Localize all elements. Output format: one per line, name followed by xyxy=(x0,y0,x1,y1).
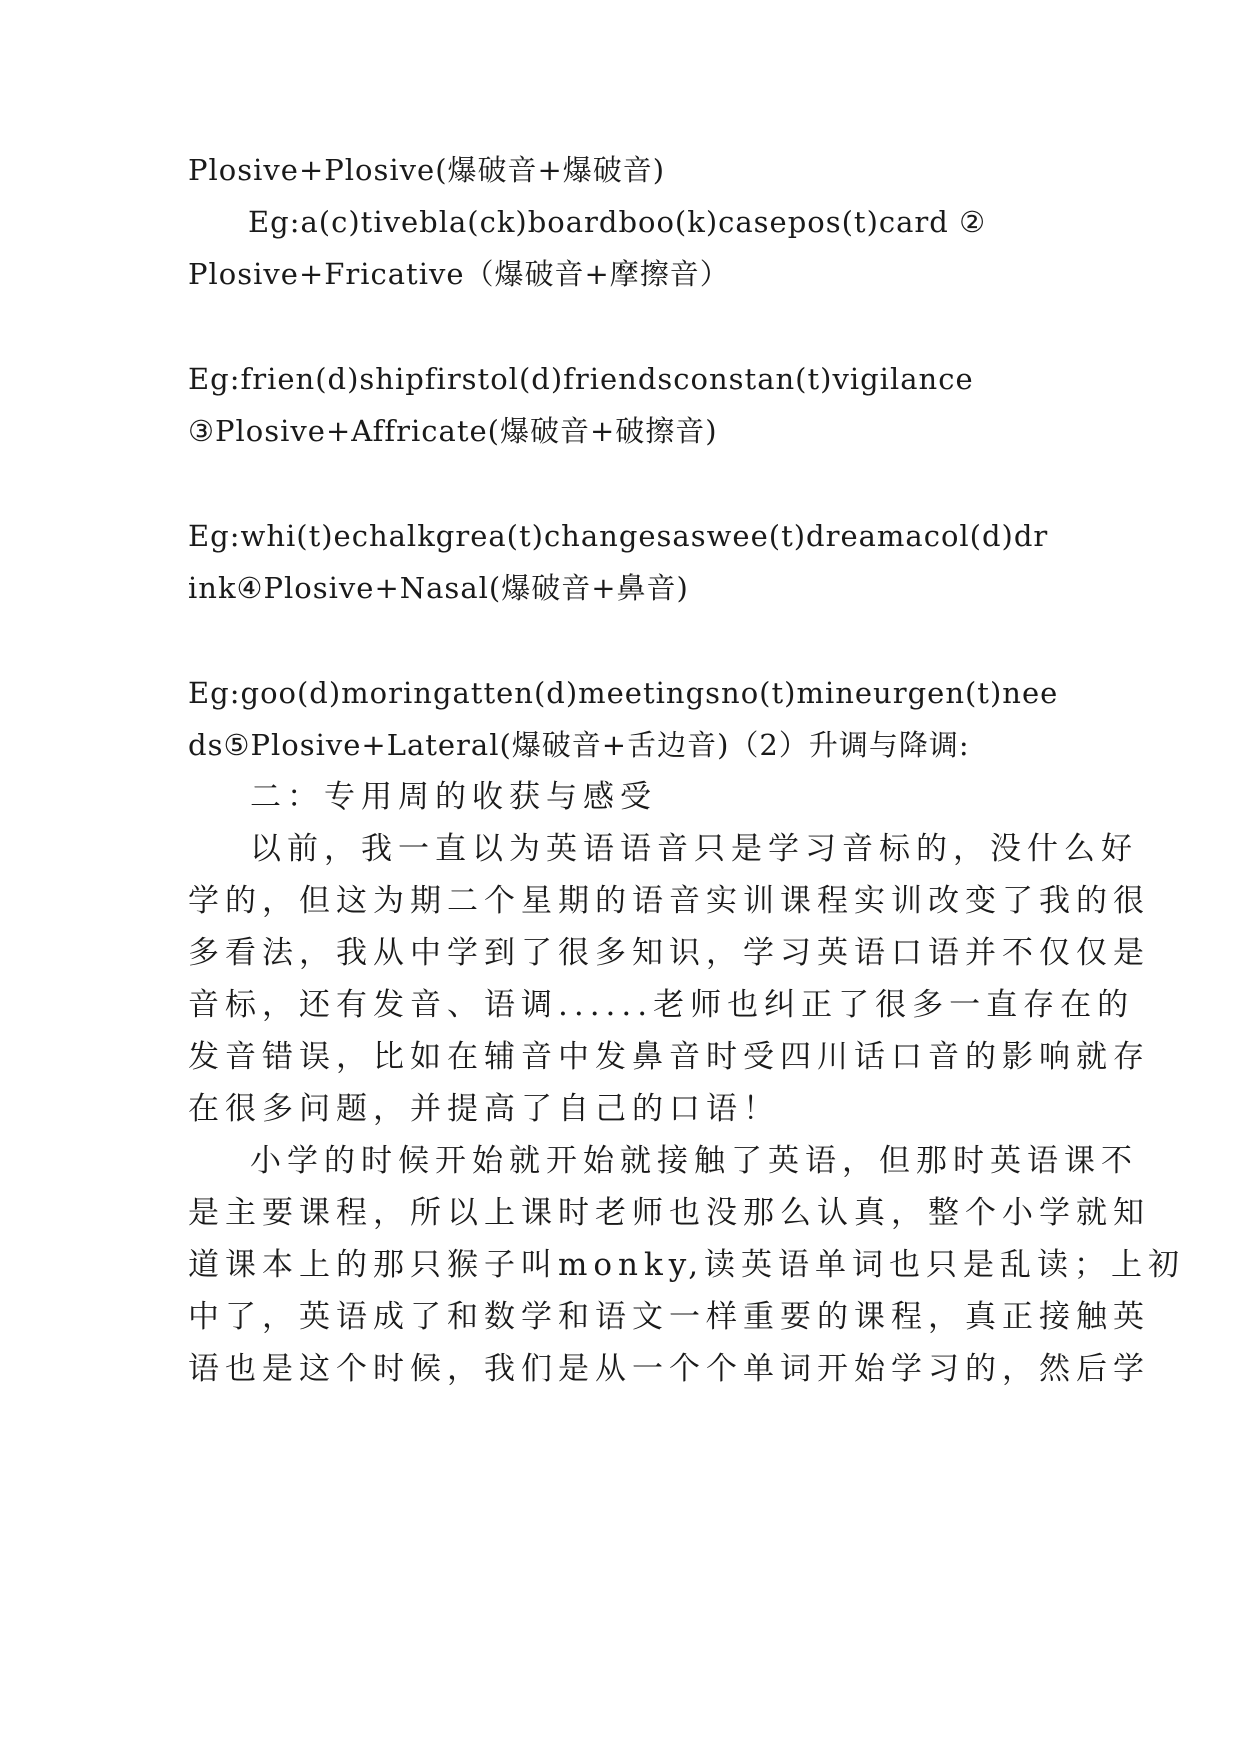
text-line-2: Eg:a(c)tivebla(ck)boardboo(k)casepos(t)card ② xyxy=(248,205,987,239)
text-line-5: ③Plosive+Affricate(爆破音+破擦音) xyxy=(188,414,718,448)
paragraph-1-line-3: 多看法，我从中学到了很多知识，学习英语口语并不仅仅是 xyxy=(188,935,1150,971)
text-line-9: ds⑤Plosive+Lateral(爆破音+舌边音)（2）升调与降调: xyxy=(188,728,970,762)
section-heading: 二：专用周的收获与感受 xyxy=(250,779,657,815)
paragraph-1-line-6: 在很多问题，并提高了自己的口语！ xyxy=(188,1091,780,1127)
text-line-7: ink④Plosive+Nasal(爆破音+鼻音) xyxy=(188,571,689,605)
text-line-3: Plosive+Fricative（爆破音+摩擦音） xyxy=(188,257,730,291)
paragraph-2-line-3: 道课本上的那只猴子叫monky,读英语单词也只是乱读；上初 xyxy=(188,1247,1186,1283)
paragraph-2-line-4: 中了，英语成了和数学和语文一样重要的课程，真正接触英 xyxy=(188,1299,1150,1335)
paragraph-1-line-2: 学的，但这为期二个星期的语音实训课程实训改变了我的很 xyxy=(188,883,1150,919)
text-line-1: Plosive+Plosive(爆破音+爆破音) xyxy=(188,153,666,187)
paragraph-2-line-5: 语也是这个时候，我们是从一个个单词开始学习的，然后学 xyxy=(188,1351,1150,1387)
text-line-6: Eg:whi(t)echalkgrea(t)changesaswee(t)dreamacol(d)dr xyxy=(188,519,1049,553)
paragraph-1-line-4: 音标，还有发音、语调......老师也纠正了很多一直存在的 xyxy=(188,987,1135,1023)
paragraph-1-line-1: 以前，我一直以为英语语音只是学习音标的，没什么好 xyxy=(250,831,1138,867)
paragraph-1-line-5: 发音错误，比如在辅音中发鼻音时受四川话口音的影响就存 xyxy=(188,1039,1150,1075)
text-line-4: Eg:frien(d)shipfirstol(d)friendsconstan(t)vigilance xyxy=(188,362,974,396)
paragraph-2-line-2: 是主要课程，所以上课时老师也没那么认真，整个小学就知 xyxy=(188,1195,1150,1231)
text-line-8: Eg:goo(d)moringatten(d)meetingsno(t)mineurgen(t)nee xyxy=(188,676,1059,710)
paragraph-2-line-1: 小学的时候开始就开始就接触了英语，但那时英语课不 xyxy=(250,1143,1138,1179)
